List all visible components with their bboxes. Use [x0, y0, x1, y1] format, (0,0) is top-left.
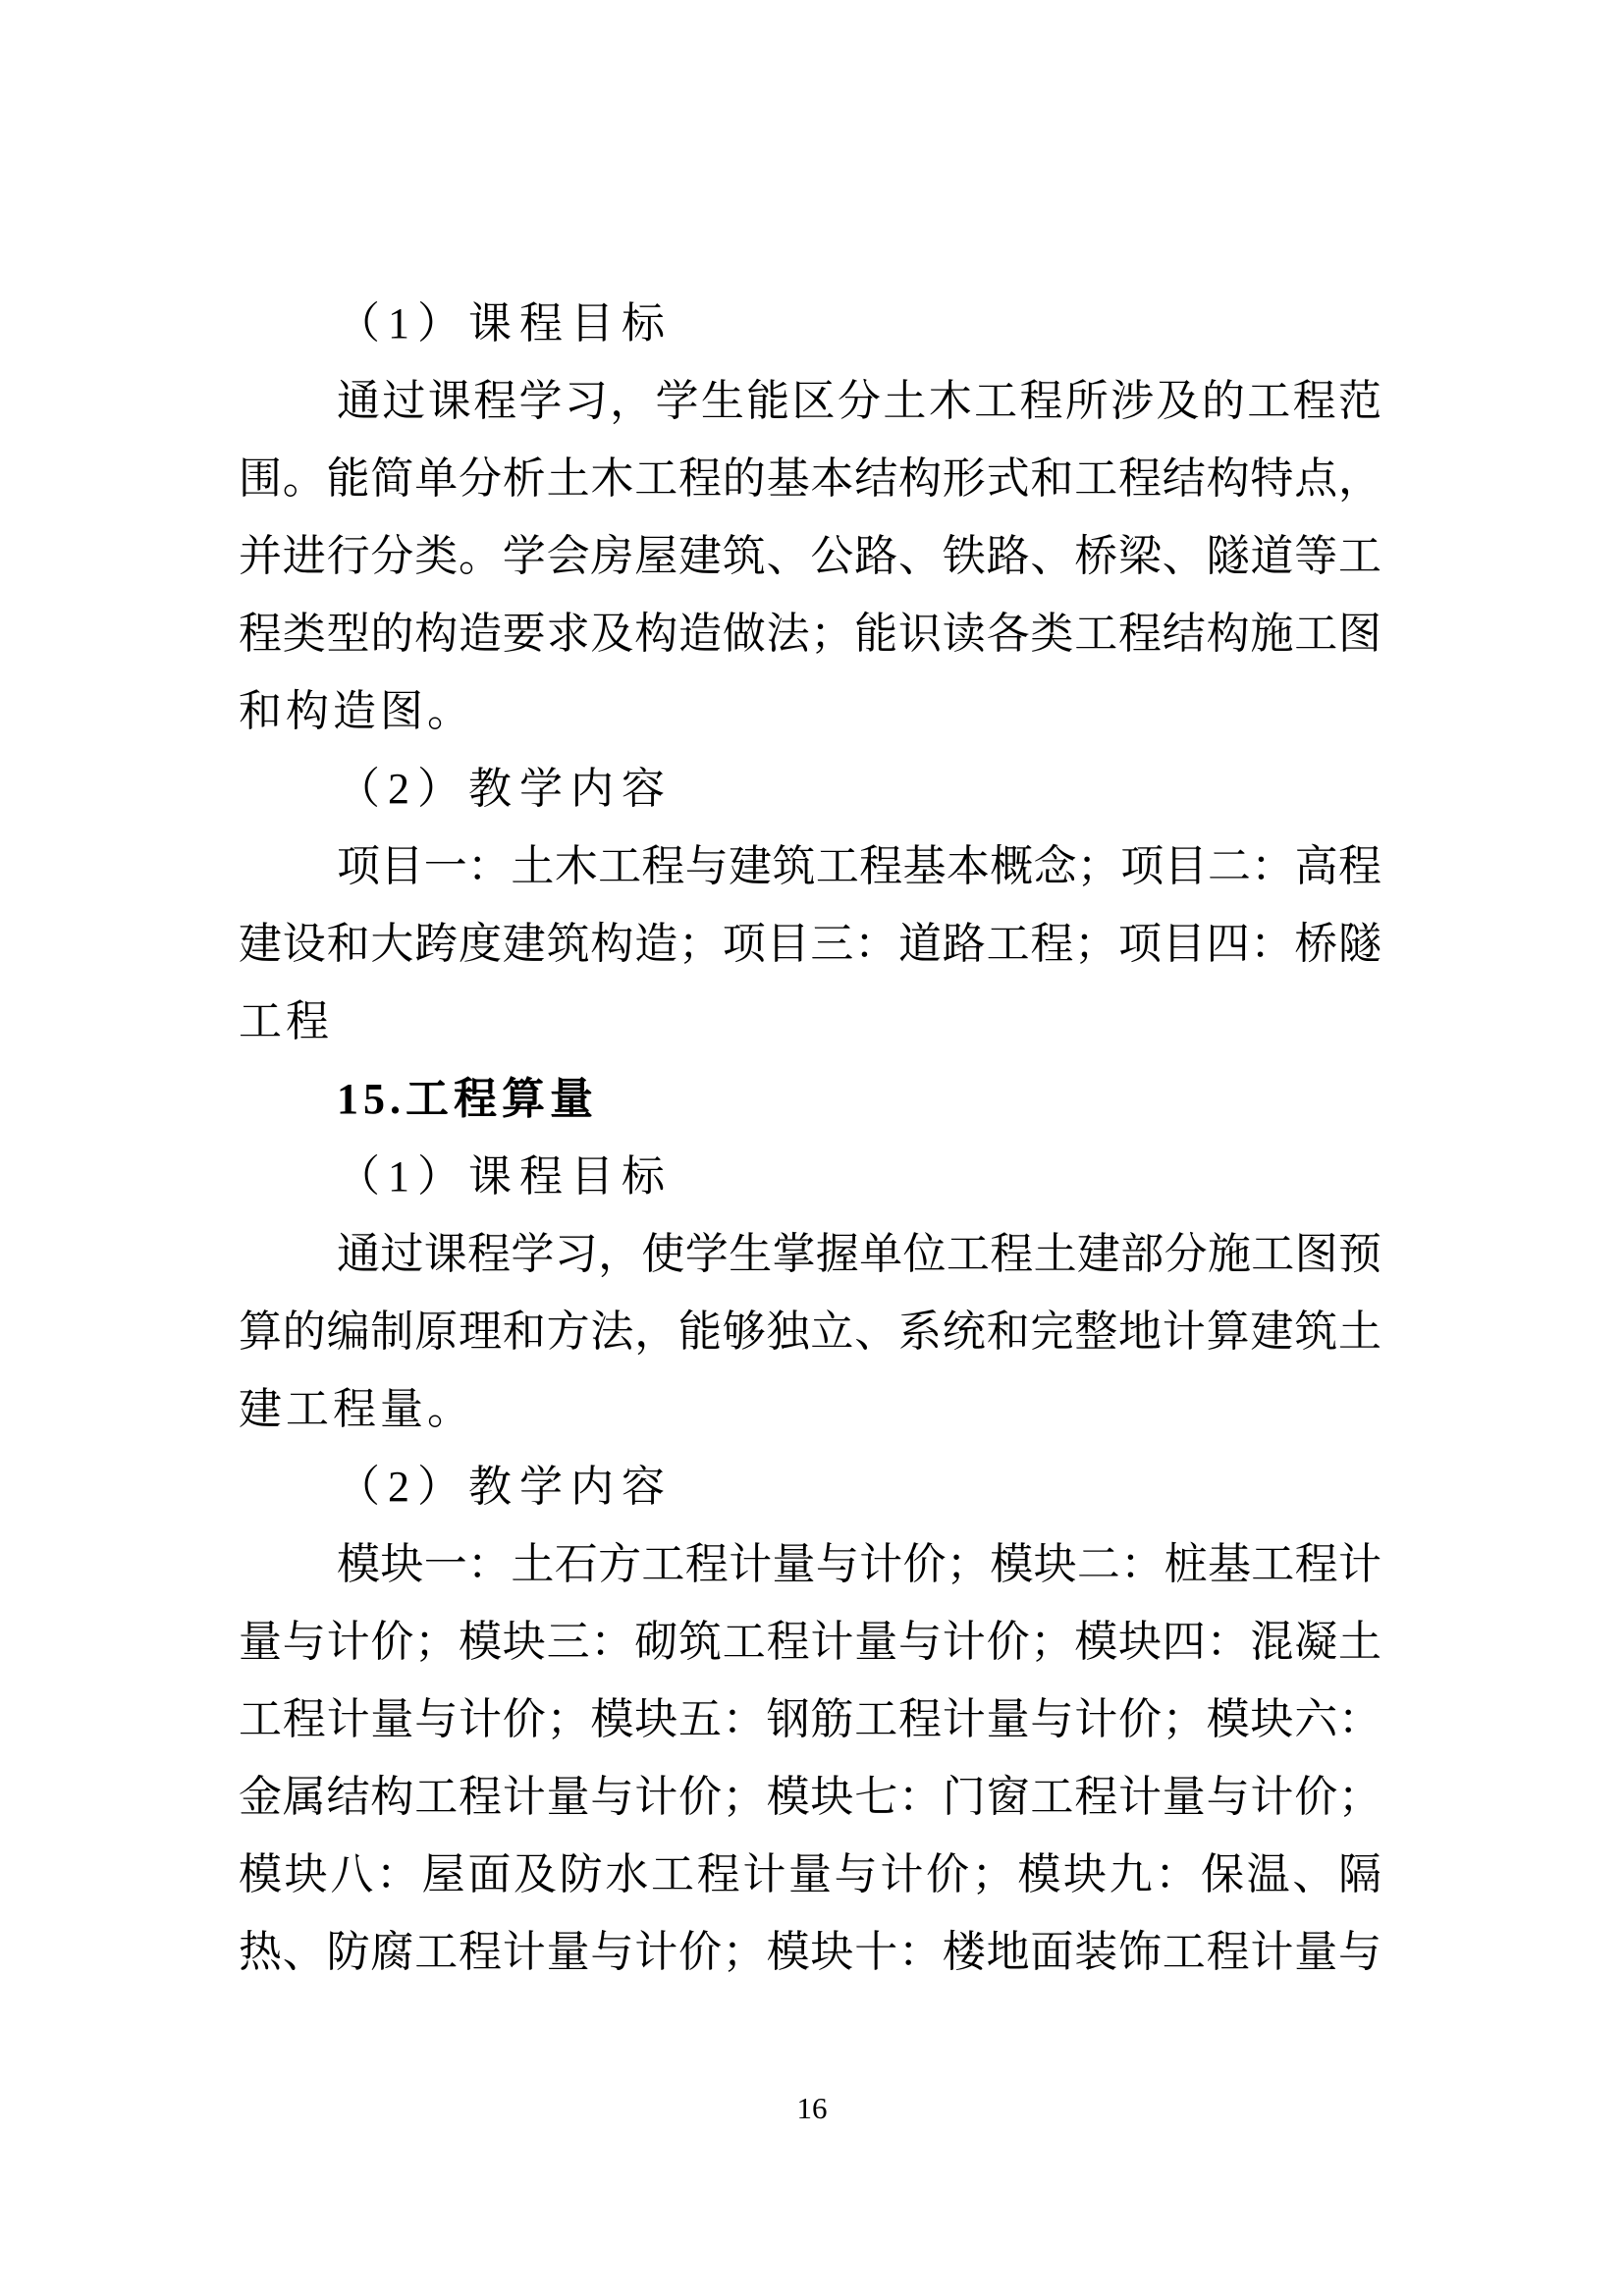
paragraph-line: 工程计量与计价；模块五：钢筋工程计量与计价；模块六： [239, 1695, 1381, 1743]
paragraph-line: 工程 [239, 997, 333, 1045]
subheading-course-objectives-1: （1）课程目标 [337, 299, 673, 347]
paragraph-line: 通过课程学习，学生能区分土木工程所涉及的工程范 [337, 377, 1381, 425]
paragraph-line: 建工程量。 [239, 1385, 474, 1433]
paragraph-course-objectives-2 [239, 1215, 1381, 1448]
paragraph-line: 程类型的构造要求及构造做法；能识读各类工程结构施工图 [239, 610, 1381, 658]
numbered-section-heading-15: 15.工程算量 [337, 1075, 598, 1123]
page-number: 16 [796, 2091, 828, 2125]
paragraph-line: 热、防腐工程计量与计价；模块十：楼地面装饰工程计量与 [239, 1928, 1381, 1976]
paragraph-line: 模块一：土石方工程计量与计价；模块二：桩基工程计 [337, 1540, 1381, 1588]
paragraph-line: 金属结构工程计量与计价；模块七：门窗工程计量与计价； [239, 1773, 1381, 1821]
document-body [239, 285, 1381, 1991]
paragraph-teaching-content-2 [239, 1525, 1381, 1991]
paragraph-line: 通过课程学习，使学生掌握单位工程土建部分施工图预 [337, 1230, 1381, 1278]
paragraph-line: 算的编制原理和方法，能够独立、系统和完整地计算建筑土 [239, 1308, 1381, 1356]
paragraph-line: 建设和大跨度建筑构造；项目三：道路工程；项目四：桥隧 [239, 920, 1381, 968]
paragraph-course-objectives-1 [239, 362, 1381, 750]
subheading-teaching-content-1: （2）教学内容 [337, 765, 673, 813]
subheading-teaching-content-2: （2）教学内容 [337, 1463, 673, 1511]
paragraph-line: 并进行分类。学会房屋建筑、公路、铁路、桥梁、隧道等工 [239, 532, 1381, 580]
paragraph-line: 量与计价；模块三：砌筑工程计量与计价；模块四：混凝土 [239, 1618, 1381, 1666]
subheading-course-objectives-2: （1）课程目标 [337, 1152, 673, 1201]
paragraph-line: 和构造图。 [239, 687, 474, 735]
paragraph-line: 围。能简单分析土木工程的基本结构形式和工程结构特点， [239, 454, 1381, 503]
paragraph-line: 项目一：土木工程与建筑工程基本概念；项目二：高程 [337, 842, 1381, 890]
paragraph-line: 模块八：屋面及防水工程计量与计价；模块九：保温、隔 [239, 1850, 1381, 1898]
paragraph-teaching-content-1 [239, 828, 1381, 1060]
